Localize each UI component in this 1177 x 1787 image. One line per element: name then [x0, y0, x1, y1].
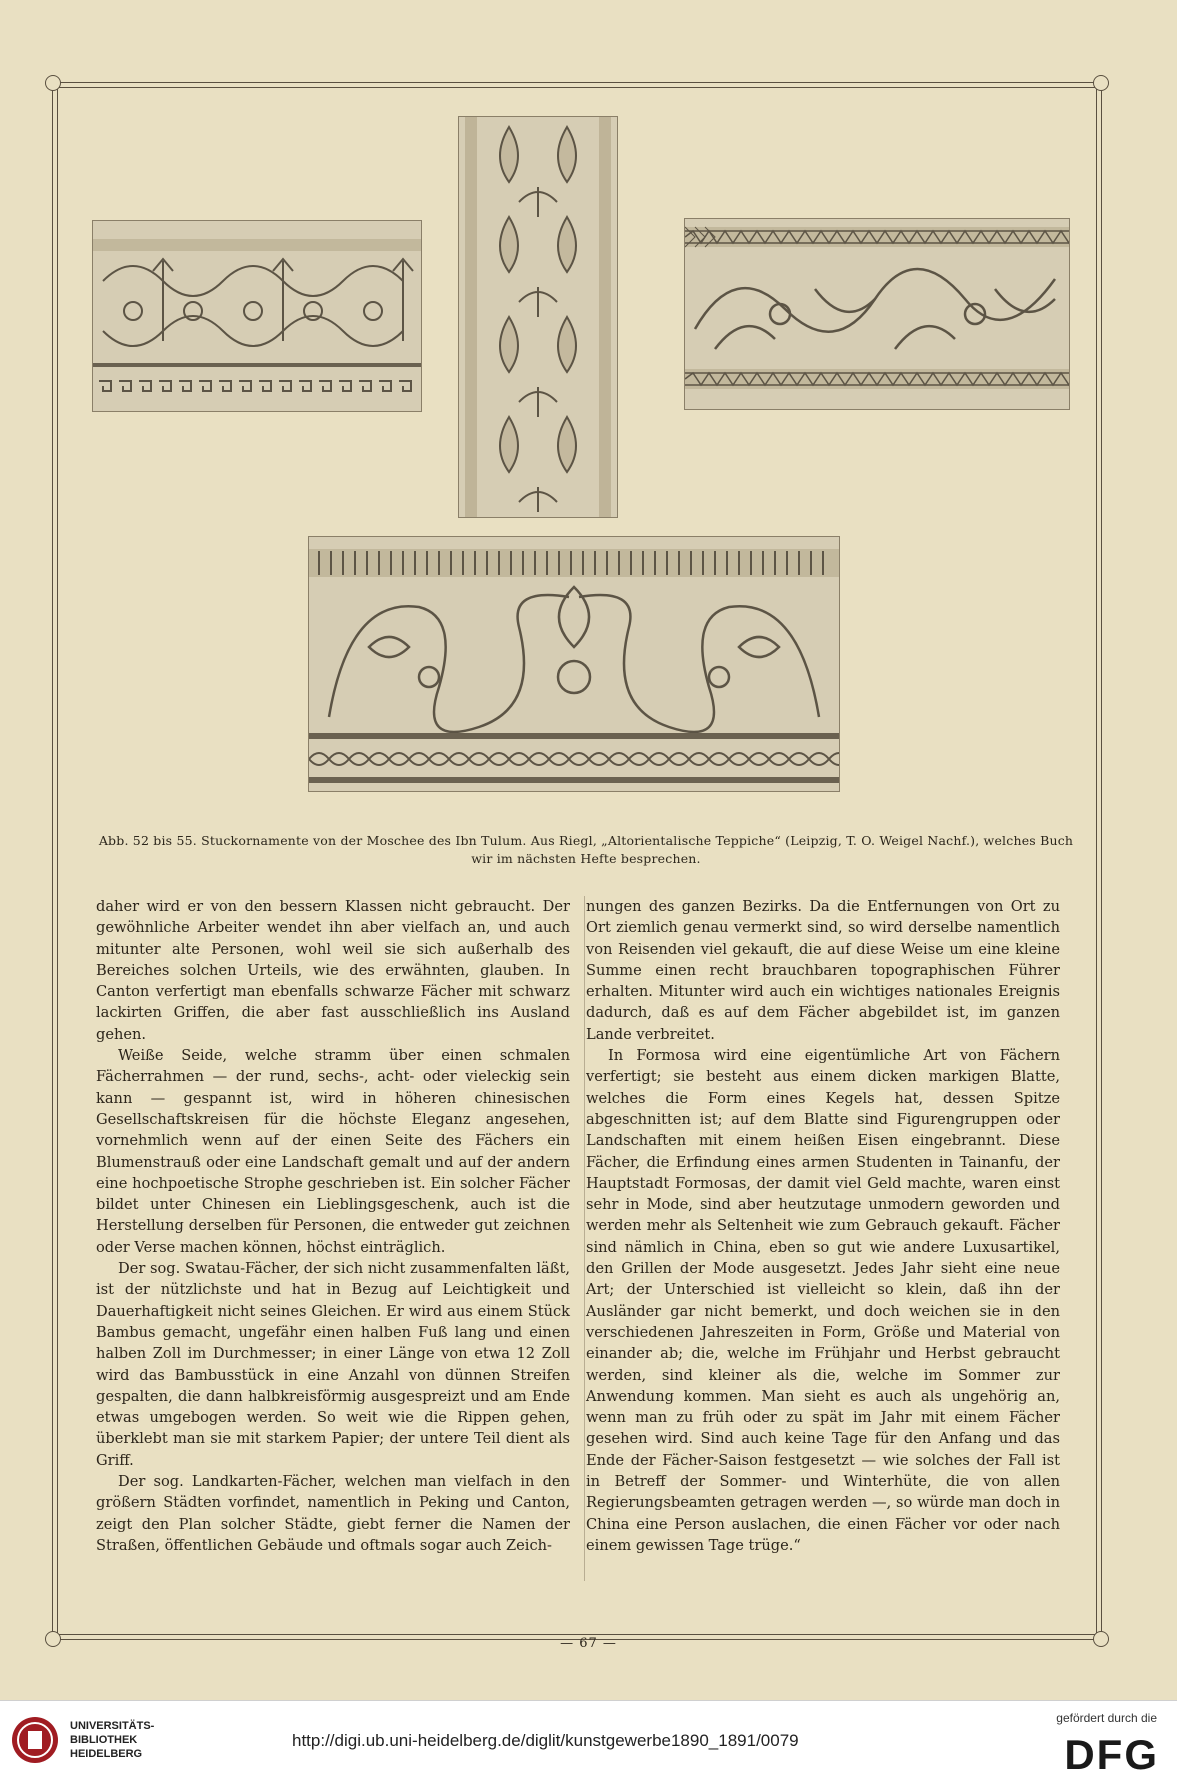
page-number: — 67 —	[560, 1636, 617, 1651]
paragraph: In Formosa wird eine eigentümliche Art von Fächern verfertigt; sie besteht aus einem dicken markigen Blatte, welches die Form eines Kegels hat, dessen Spitze abgeschnitten ist; auf dem Blatte sind Figurengruppen oder Landschaften mit einem heißen Eisen eingebrannt. Diese Fächer, die Erfindung eines armen Studenten in Tainanfu, der Hauptstadt Formosas, der damit viel Geld machte, waren einst sehr in Mode, sind aber heutzutage unmodern geworden und werden mehr als Seltenheit wie zum Gebrauch gekauft. Fächer sind nämlich in China, eben so gut wie andere Luxusartikel, den Grillen der Mode ausgesetzt. Jedes Jahr sieht eine neue Art; der Unterschied ist vielleicht so klein, daß ihn der Ausländer gar nicht bemerkt, und doch weichen sie in den verschiedenen Jahreszeiten in Form, Größe und Material von einander ab; die, welche im Frühjahr und Herbst gebraucht werden, sind kleiner als die, welche im Sommer zur Anwendung kommen. Man sieht es auch als ungehörig an, wenn man zu früh oder zu spät im Jahr mit einem Fächer gesehen wird. Sind auch keine Tage für den Anfang und das Ende der Fächer-Saison festgesetzt — wie solches der Fall ist in Betreff der Sommer- und Winterhüte, die von allen Regierungsbeamten getragen werden —, so würde man doch in China eine Person auslachen, die einen Fächer vor oder nach einem gewissen Tage trüge.“	[586, 1047, 1060, 1554]
stucco-pilaster-icon	[459, 117, 617, 517]
ornament-plate-52	[92, 220, 422, 412]
stucco-scroll-frieze-icon	[685, 219, 1069, 409]
ornament-plate-53	[458, 116, 618, 518]
paragraph: Der sog. Landkarten-Fächer, welchen man vielfach in den größern Städten vorfindet, namentlich in Peking und Canton, zeigt den Plan solcher Städte, giebt ferner die Namen der Straßen, öffentlichen Gebäude und oftmals sogar auch Zeich-	[96, 1473, 570, 1554]
stucco-frieze-icon	[93, 221, 421, 411]
text-column-left	[96, 896, 570, 1556]
ornament-plate-55	[308, 536, 840, 792]
corner-ornament-icon	[45, 75, 61, 91]
stucco-arabesque-frieze-icon	[309, 537, 839, 791]
paragraph: Der sog. Swatau-Fächer, der sich nicht zusammenfalten läßt, ist der nützlichste und hat in Bezug auf Leichtigkeit und Dauerhaftigkeit nicht seines Gleichen. Er wird aus einem Stück Bambus gemacht, ungefähr einen halben Fuß lang und einen halben Zoll im Durchmesser; in einer Länge von etwa 12 Zoll wird das Bambusstück in eine Anzahl von dünnen Streifen gespalten, die dann halbkreisförmig ausgespreizt und am Ende etwas umgebogen werden. So weit wie die Rippen gehen, überklebt man sie mit starkem Papier; der untere Teil dient als Griff.	[96, 1260, 570, 1469]
dfg-logo: DFG	[1064, 1731, 1159, 1778]
university-seal-icon	[10, 1715, 60, 1765]
sponsor-text: gefördert durch die	[1056, 1711, 1157, 1725]
ornament-plate-54	[684, 218, 1070, 410]
paragraph: Weiße Seide, welche stramm über einen schmalen Fächerrahmen — der rund, sechs-, acht- oder vieleckig sein kann — gespannt ist, wird in höheren chinesischen Gesellschaftskreisen für die höchste Eleganz angesehen, vornehmlich wenn auf der einen Seite des Fächers ein Blumenstrauß oder eine Landschaft gemalt und auf der andern eine hochpoetische Strophe geschrieben ist. Ein solcher Fächer bildet unter Chinesen ein Lieblingsgeschenk, auch ist die Herstellung derselben für Personen, die entweder gut zeichnen oder Verse machen können, höchst einträglich.	[96, 1047, 570, 1256]
column-divider	[584, 896, 585, 1581]
permalink-url[interactable]: http://digi.ub.uni-heidelberg.de/diglit/kunstgewerbe1890_1891/0079	[292, 1731, 799, 1750]
library-name: UNIVERSITÄTS- BIBLIOTHEK HEIDELBERG	[70, 1720, 155, 1760]
text-column-right	[586, 896, 1060, 1556]
paragraph: daher wird er von den bessern Klassen nicht gebraucht. Der gewöhnliche Arbeiter wendet ihn aber vielfach an, und auch mitunter alte Personen, wohl weil sie sich außerhalb des Bereiches solchen Urteils, wie des erwähnten, glauben. In Canton verfertigt man ebenfalls schwarze Fächer mit schwarz lackirten Griffen, die aber fast ausschließlich ins Ausland gehen.	[96, 898, 570, 1043]
figure-caption: Abb. 52 bis 55. Stuckornamente von der Moschee des Ibn Tulum. Aus Riegl, „Altorientalische Teppiche“ (Leipzig, T. O. Weigel Nachf.), welches Buch wir im nächsten Hefte besprechen.	[98, 833, 1074, 866]
corner-ornament-icon	[1093, 75, 1109, 91]
digitization-footer	[0, 1700, 1177, 1787]
paragraph: nungen des ganzen Bezirks. Da die Entfernungen von Ort zu Ort ziemlich genau vermerkt sind, so wird derselbe namentlich von Reisenden viel gekauft, die auf diese Weise um eine kleine Summe einen recht brauchbaren topographischen Führer erhalten. Mitunter wird auch ein wichtiges nationales Ereignis dadurch, daß es auf dem Fächer abgebildet ist, im ganzen Lande verbreitet.	[586, 898, 1060, 1043]
